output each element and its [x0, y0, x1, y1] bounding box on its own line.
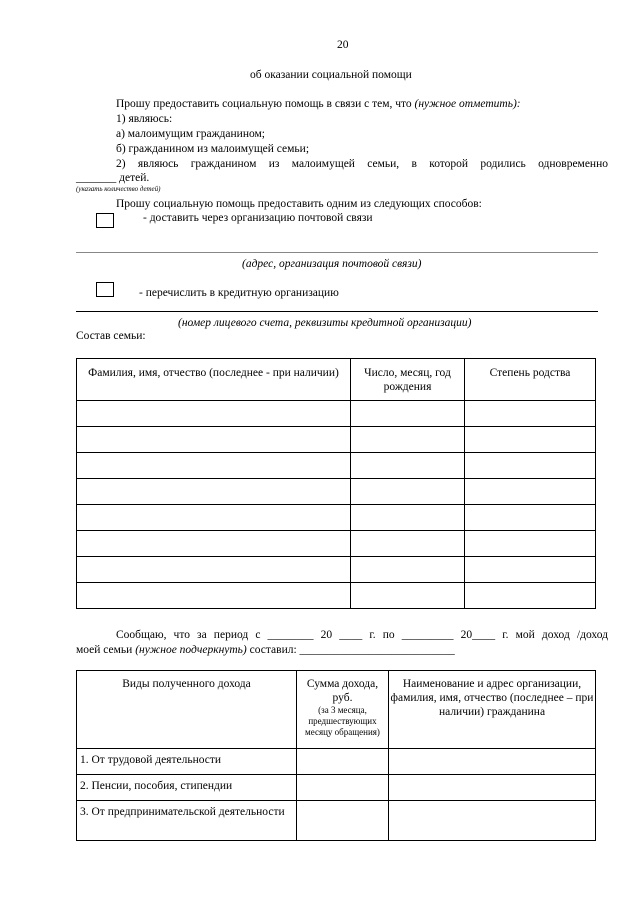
family-table: [76, 358, 596, 609]
table-row: [77, 775, 596, 801]
family-title: Состав семьи:: [76, 330, 146, 342]
income-header-sum: Сумма дохода, руб. (за 3 месяца, предшествующих месяцу обращения): [297, 671, 389, 749]
page-number: 20: [337, 39, 349, 51]
children-count-line: _______ детей.: [76, 172, 150, 184]
income-type-cell: 1. От трудовой деятельности: [77, 749, 297, 775]
table-row: [77, 427, 596, 453]
post-address-hint: (адрес, организация почтовой связи): [242, 258, 422, 270]
family-header-name: Фамилия, имя, отчество (последнее - при наличии): [77, 359, 351, 401]
request-item-2: 2) являюсь гражданином из малоимущей семьи, в которой родились одновременно: [116, 158, 608, 170]
table-row: [77, 505, 596, 531]
bank-details-hint: (номер лицевого счета, реквизиты кредитной организации): [178, 317, 472, 329]
request-item-a: а) малоимущим гражданином;: [116, 128, 265, 140]
income-type-cell: 3. От предпринимательской деятельности: [77, 801, 297, 841]
bank-transfer-checkbox[interactable]: [96, 282, 114, 297]
table-row: [77, 583, 596, 609]
table-row: [77, 479, 596, 505]
income-header-type: Виды полученного дохода: [77, 671, 297, 749]
table-row: [77, 531, 596, 557]
table-row: [77, 749, 596, 775]
income-header-organization: Наименование и адрес организации, фамилия, имя, отчество (последнее – при наличии) гражданина: [389, 671, 596, 749]
page-heading: об оказании социальной помощи: [250, 69, 412, 81]
table-row: [77, 801, 596, 841]
post-delivery-label: - доставить через организацию почтовой связи: [143, 212, 373, 224]
income-statement-line1: Сообщаю, что за период с ________ 20 ____ г. по _________ 20____ г. мой доход /доход: [116, 629, 608, 641]
family-header-relation: Степень родства: [465, 359, 596, 401]
post-delivery-checkbox[interactable]: [96, 213, 114, 228]
request-item-b: б) гражданином из малоимущей семьи;: [116, 143, 310, 155]
income-type-cell: 2. Пенсии, пособия, стипендии: [77, 775, 297, 801]
table-row: [77, 401, 596, 427]
income-table: [76, 670, 596, 841]
family-header-birthdate: Число, месяц, год рождения: [351, 359, 465, 401]
table-row: [77, 557, 596, 583]
post-address-line[interactable]: [76, 252, 598, 253]
request-line: Прошу предоставить социальную помощь в связи с тем, что (нужное отметить):: [116, 98, 521, 110]
children-count-hint: (указать количество детей): [76, 185, 161, 193]
table-row: [77, 453, 596, 479]
method-intro: Прошу социальную помощь предоставить одним из следующих способов:: [116, 198, 482, 210]
bank-transfer-label: - перечислить в кредитную организацию: [139, 287, 339, 299]
request-item-1: 1) являюсь:: [116, 113, 173, 125]
income-statement-line2: моей семьи (нужное подчеркнуть) составил: ___________________________: [76, 644, 455, 656]
bank-details-line[interactable]: [76, 311, 598, 312]
